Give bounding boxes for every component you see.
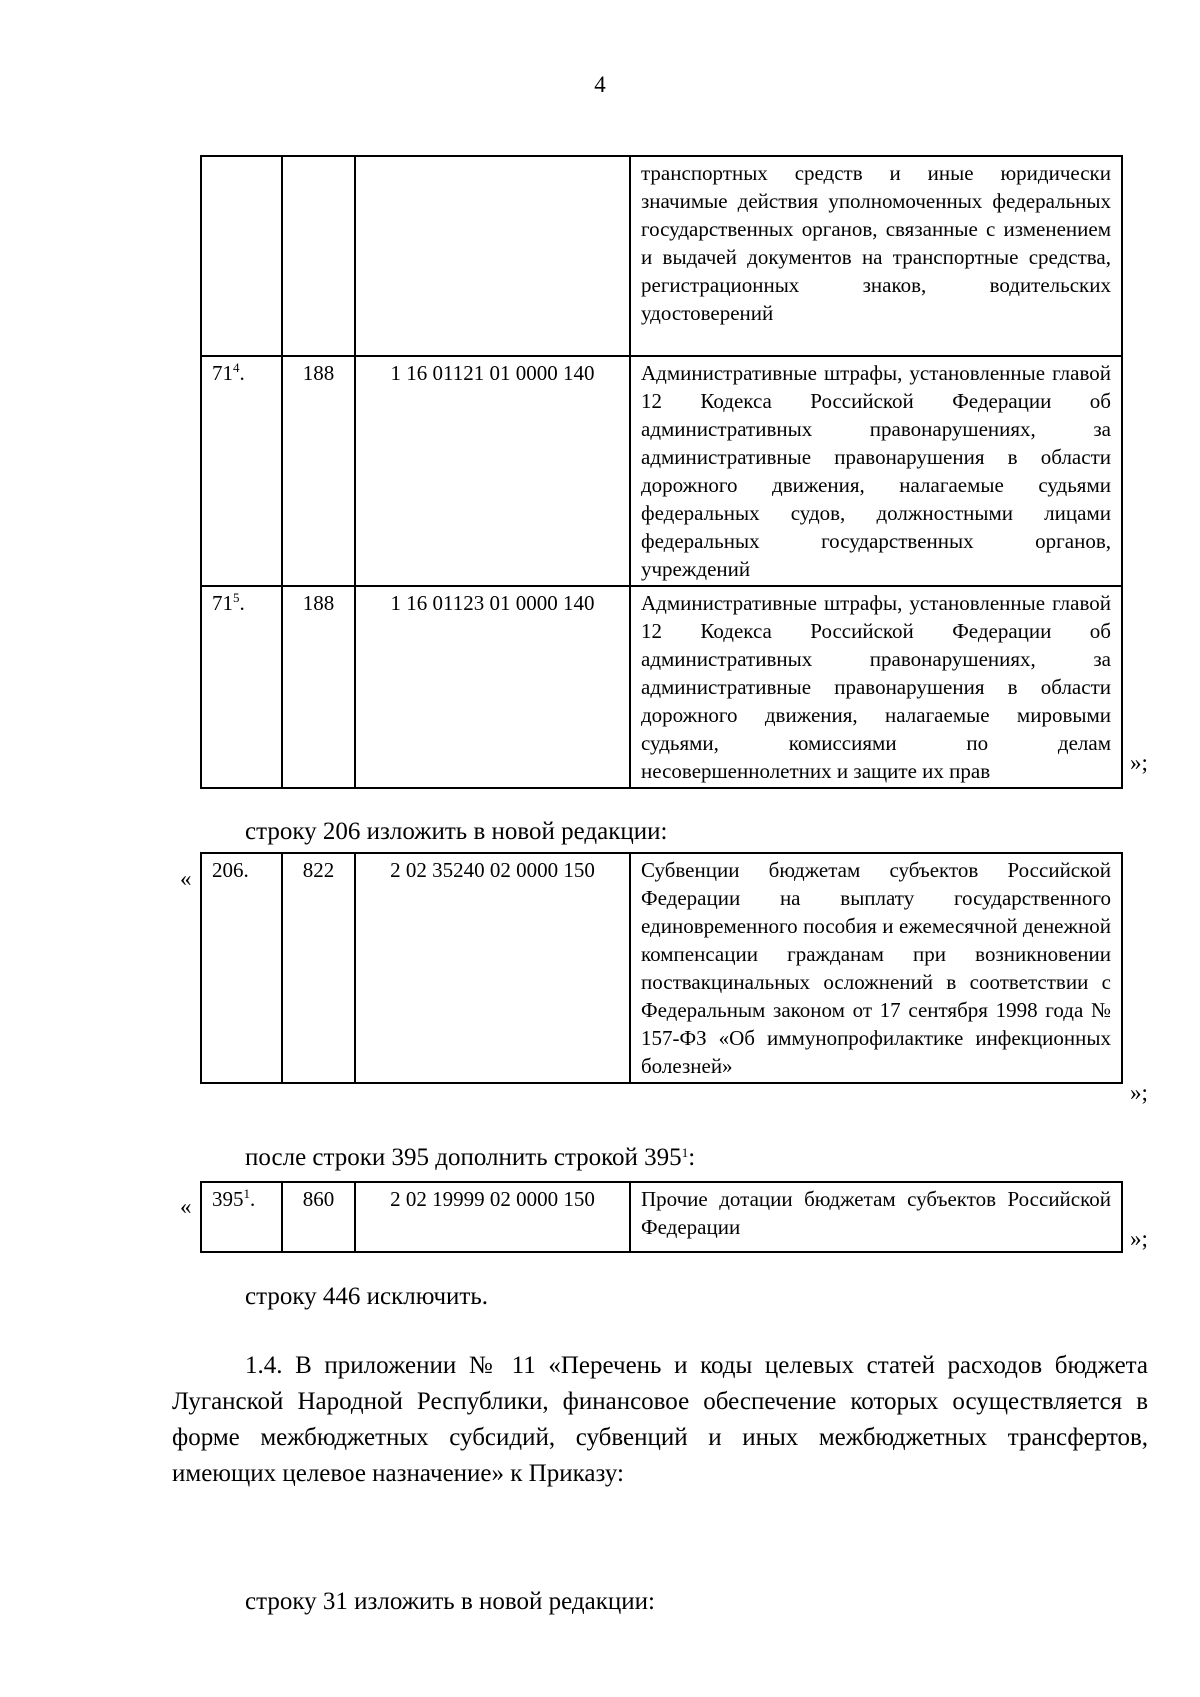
row-number-cell: 206. (201, 853, 282, 1083)
admin-code-cell: 188 (282, 356, 355, 586)
table-row (201, 1182, 1122, 1252)
budget-code-cell: 1 16 01121 01 0000 140 (355, 356, 630, 586)
admin-code-cell (282, 156, 355, 356)
instruction-row-446: строку 446 исключить. (245, 1283, 488, 1310)
closing-quote: »; (1130, 750, 1148, 775)
description-cell: транспортных средств и иные юридически значимые действия уполномоченных федеральных государственных органов, связанные с изменением и выдачей документов на транспортные средства, регистрационных знаков, водительских удостоверений (630, 156, 1122, 356)
closing-quote: »; (1130, 1226, 1148, 1251)
description-cell: Субвенции бюджетам субъектов Российской Федерации на выплату государственного единовременного пособия и ежемесячной денежной компенсации гражданам при возникновении поствакцинальных осложнений в соответствии с Федеральным законом от 17 сентября 1998 года № 157-ФЗ «Об иммунопрофилактике инфекционных болезней» (630, 853, 1122, 1083)
budget-code-cell (355, 156, 630, 356)
budget-table-continuation (200, 155, 1123, 789)
instruction-row-395: после строки 395 дополнить строкой $395^1$: (245, 1144, 696, 1171)
admin-code-cell: 188 (282, 586, 355, 788)
table-row (201, 586, 1122, 788)
row-number-cell: $71^5$. (201, 586, 282, 788)
opening-quote: « (180, 1194, 192, 1219)
budget-table-row-395-1 (200, 1181, 1123, 1253)
admin-code-cell: 822 (282, 853, 355, 1083)
description-cell: Административные штрафы, установленные главой 12 Кодекса Российской Федерации об административных правонарушениях, за административные правонарушения в области дорожного движения, налагаемые мировыми судьями, комиссиями по делам несовершеннолетних и защите их прав (630, 586, 1122, 788)
instruction-row-31: строку 31 изложить в новой редакции: (245, 1588, 655, 1615)
budget-code-cell: 2 02 19999 02 0000 150 (355, 1182, 630, 1252)
table-row (201, 853, 1122, 1083)
closing-quote: »; (1130, 1080, 1148, 1105)
budget-table-row-206 (200, 852, 1123, 1084)
instruction-row-206: строку 206 изложить в новой редакции: (245, 818, 668, 845)
paragraph-1-4: 1.4. В приложении № 11 «Перечень и коды целевых статей расходов бюджета Луганской Народной Республики, финансовое обеспечение которых осуществляется в форме межбюджетных субсидий, субвенций и иных межбюджетных трансфертов, имеющих целевое назначение» к Приказу: (172, 1352, 1148, 1487)
description-cell: Административные штрафы, установленные главой 12 Кодекса Российской Федерации об административных правонарушениях, за административные правонарушения в области дорожного движения, налагаемые судьями федеральных судов, должностными лицами федеральных государственных органов, учреждений (630, 356, 1122, 586)
description-cell: Прочие дотации бюджетам субъектов Российской Федерации (630, 1182, 1122, 1252)
opening-quote: « (180, 866, 192, 891)
budget-code-cell: 1 16 01123 01 0000 140 (355, 586, 630, 788)
table-row (201, 156, 1122, 356)
table-row (201, 356, 1122, 586)
row-number-cell: $71^4$. (201, 356, 282, 586)
budget-code-cell: 2 02 35240 02 0000 150 (355, 853, 630, 1083)
row-number-cell: $395^1$. (201, 1182, 282, 1252)
row-number-cell (201, 156, 282, 356)
page-number: 4 (594, 72, 606, 97)
admin-code-cell: 860 (282, 1182, 355, 1252)
